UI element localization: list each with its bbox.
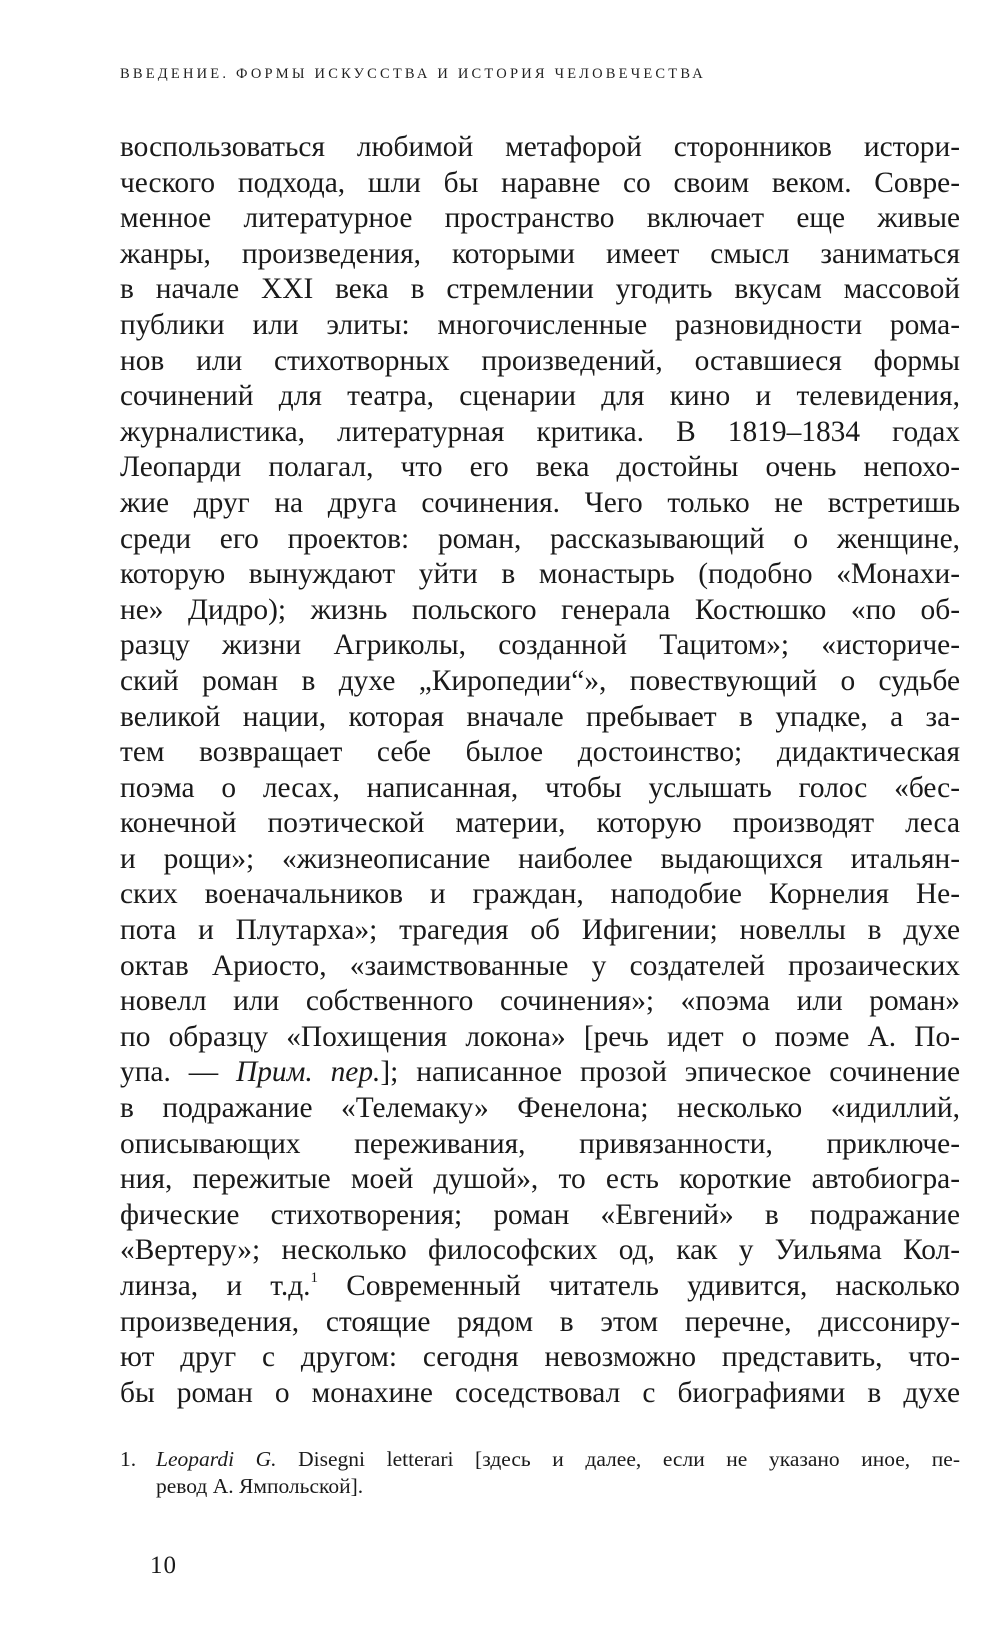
footnote-reference: 1 [310,1270,319,1287]
text-line: менное литературное пространство включает еще живые [120,202,960,235]
text-line: бы роман о монахине соседствовал с биографиями в духе [120,1376,960,1409]
text-line: описывающих переживания, привязанности, приключе- [120,1127,960,1160]
text-segment: ]; написанное прозой эпическое сочинение [380,1056,961,1089]
footnote-title: Disegni letterari [здесь и далее, если не указано иное, пе- [276,1447,960,1471]
text-line: ния, пережитые моей душой», то есть короткие автобиогра- [120,1163,960,1196]
text-line: Леопарди полагал, что его века достойны очень непохо- [120,451,960,484]
text-line: жанры, произведения, которыми имеет смысл заниматься [120,237,960,270]
footnote [120,1446,960,1500]
text-line [120,1055,960,1091]
text-line: в подражание «Телемаку» Фенелона; несколько «идиллий, [120,1092,960,1125]
footnote-number: 1. [120,1447,137,1471]
text-line: по образцу «Похищения локона» [речь идет о поэме А. По- [120,1020,960,1053]
text-line: тем возвращает себе былое достоинство; дидактическая [120,736,960,769]
text-line: в начале XXI века в стремлении угодить вкусам массовой [120,273,960,306]
text-line: нов или стихотворных произведений, оставшиеся формы [120,344,960,377]
text-segment: упа. — [120,1056,236,1089]
translator-note-italic: Прим. пер. [235,1056,381,1089]
text-line: жие друг на друга сочинения. Чего только не встретишь [120,486,960,519]
text-line: разцу жизни Агриколы, созданной Тацитом»; «историче- [120,629,960,662]
footnote-line: ревод А. Ямпольской]. [156,1474,364,1498]
running-header: ВВЕДЕНИЕ. ФОРМЫ ИСКУССТВА И ИСТОРИЯ ЧЕЛОВЕЧЕСТВА [120,66,706,82]
text-line: конечной поэтической материи, которую производят леса [120,807,960,840]
text-segment: линза, и т.д. [120,1270,311,1302]
footnote-line [156,1446,960,1473]
text-line: поэма о лесах, написанная, чтобы услышать голос «бес- [120,771,960,804]
body-text [120,130,960,1411]
text-line: произведения, стоящие рядом в этом перечне, диссониру- [120,1305,960,1338]
text-line: великой нации, которая вначале пребывает в упадке, а за- [120,700,960,733]
text-line: фические стихотворения; роман «Евгений» в подражание [120,1198,960,1231]
text-line: новелл или собственного сочинения»; «поэма или роман» [120,985,960,1018]
text-line: ют друг с другом: сегодня невозможно представить, что- [120,1341,960,1374]
text-line [120,1269,960,1305]
text-line: пота и Плутарха»; трагедия об Ифигении; новеллы в духе [120,914,960,947]
text-line: не» Дидро); жизнь польского генерала Костюшко «по об- [120,593,960,626]
text-line: «Вертеру»; несколько философских од, как у Уильяма Кол- [120,1234,960,1267]
text-line: и рощи»; «жизнеописание наиболее выдающихся итальян- [120,842,960,875]
text-line: сочинений для театра, сценарии для кино и телевидения, [120,380,960,413]
text-line: публики или элиты: многочисленные разновидности рома- [120,308,960,341]
footnote-body [156,1446,960,1500]
text-line: которую вынуждают уйти в монастырь (подобно «Монахи- [120,558,960,591]
text-line: ских военачальников и граждан, наподобие Корнелия Не- [120,878,960,911]
text-segment: Современный читатель удивится, насколько [318,1270,960,1302]
text-line: воспользоваться любимой метафорой сторонников истори- [120,131,960,163]
text-line: ческого подхода, шли бы наравне со своим веком. Совре- [120,166,960,199]
text-line: среди его проектов: роман, рассказывающий о женщине, [120,522,960,555]
text-line: журналистика, литературная критика. В 1819–1834 годах [120,415,960,448]
text-line: ский роман в духе „Киропедии“», повествующий о судьбе [120,664,960,697]
text-line: октав Ариосто, «заимствованные у создателей прозаических [120,949,960,982]
page-number: 10 [150,1552,177,1579]
footnote-author: Leopardi G. [156,1447,277,1471]
